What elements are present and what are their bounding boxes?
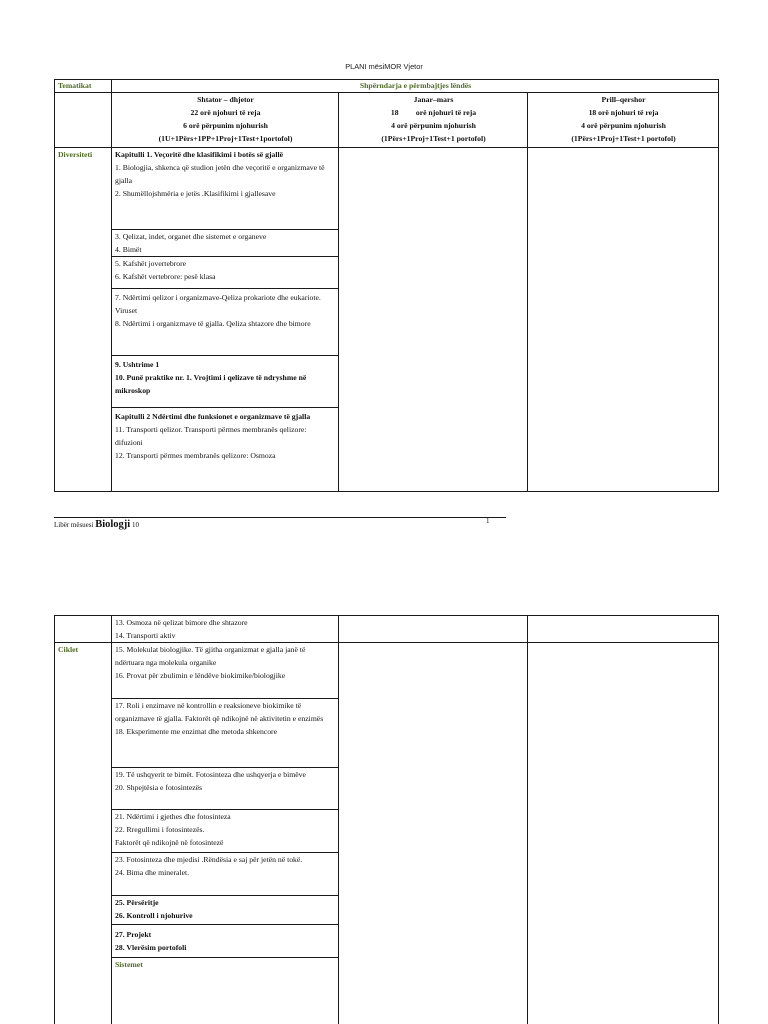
header-tematikat: Tematikat — [55, 80, 112, 93]
term-assessment: (1Përs+1Proj+1Test+1 portofol) — [571, 134, 676, 144]
term-2-ciklet-cell — [339, 643, 528, 1024]
lesson-item: 23. Fotosinteza dhe mjedisi .Rëndësia e saj për jetën në tokë. — [115, 855, 303, 865]
lesson-item: 7. Ndërtimi qelizor i organizmave-Qeliza prokariote dhe eukariote. Viruset — [115, 293, 321, 316]
theme-sistemet: Sistemet — [112, 958, 339, 1024]
lesson-item: 12. Transporti përmes membranës qelizore: Osmoza — [115, 451, 276, 461]
footer-grade: 10 — [131, 521, 139, 529]
topic-cell — [112, 616, 339, 643]
term-assessment: (1U+1Përs+1PP+1Proj+1Test+1portofol) — [158, 134, 293, 144]
lesson-item: 21. Ndërtimi i gjethes dhe fotosinteza — [115, 812, 231, 822]
term-1-header — [112, 93, 339, 148]
topic-cell — [112, 810, 339, 853]
term-3-header — [528, 93, 719, 148]
lesson-item: Faktorët që ndikojnë në fotosintezë — [115, 838, 224, 848]
term-name: Prill–qershor — [601, 95, 646, 104]
topic-cell — [112, 896, 339, 925]
term-3-cell — [528, 616, 719, 643]
lesson-item: 15. Molekulat biologjike. Të gjitha organizmat e gjalla janë të ndërtuara nga molekula organike — [115, 645, 306, 668]
footer-prefix: Libër mësuesi — [54, 521, 94, 529]
lesson-item: 28. Vlerësim portofoli — [115, 943, 187, 953]
lesson-item: 11. Transporti qelizor. Transporti përmes membranës qelizore: difuzioni — [115, 425, 307, 448]
lesson-item: 1. Biologjia, shkenca që studion jetën dhe veçoritë e organizmave të gjalla — [115, 163, 325, 186]
annual-plan-table-page-2 — [54, 615, 719, 1024]
topic-cell — [112, 408, 339, 492]
lesson-item: 5. Kafshët jovertebrore — [115, 259, 187, 269]
header-distribution: Shpërndarja e përmbajtjes lëndës — [112, 80, 719, 93]
lesson-item: 17. Roli i enzimave në kontrollin e reaksioneve biokimike të organizmave të gjalla. Faktorët që ndikojnë në aktivitetin e enzimës — [115, 701, 324, 724]
footer-rule — [54, 517, 506, 518]
lesson-item: 19. Të ushqyerit te bimët. Fotosinteza dhe ushqyerja e bimëve — [115, 770, 306, 780]
lesson-item: 2. Shumëllojshmëria e jetës .Klasifikimi i gjallesave — [115, 189, 276, 199]
page-number: 1 — [486, 517, 490, 525]
topic-cell — [112, 768, 339, 810]
term-name: Janar–mars — [413, 95, 454, 104]
lesson-item: 14. Transporti aktiv — [115, 631, 176, 641]
topic-cell — [112, 230, 339, 257]
term-name: Shtator – dhjetor — [197, 95, 254, 104]
term-hours-practice: 4 orë përpunim njohurish — [391, 121, 476, 131]
topic-cell — [112, 289, 339, 356]
lesson-item: 6. Kafshët vertebrore: pesë klasa — [115, 272, 216, 282]
term-3-diversiteti-cell — [528, 148, 719, 492]
lesson-item: 13. Osmoza në qelizat bimore dhe shtazore — [115, 618, 248, 627]
topic-cell — [112, 356, 339, 408]
topic-cell — [112, 257, 339, 289]
topic-cell — [112, 853, 339, 896]
lesson-item: 24. Bima dhe mineralet. — [115, 868, 190, 878]
lesson-item: 22. Rregullimi i fotosintezës. — [115, 825, 205, 835]
lesson-item: 26. Kontroll i njohurive — [115, 911, 193, 921]
topic-cell — [112, 699, 339, 768]
term-hours-new: 22 orë njohuri të reja — [190, 108, 261, 118]
term-hours-new: 18 orë njohuri të reja — [588, 108, 659, 118]
term-2-cell — [339, 616, 528, 643]
lesson-item: 9. Ushtrime 1 — [115, 360, 160, 370]
annual-plan-table-page-1 — [54, 79, 719, 492]
term-3-ciklet-cell — [528, 643, 719, 1024]
term-assessment: (1Përs+1Proj+1Test+1 portofol) — [381, 134, 486, 144]
term-2-header — [339, 93, 528, 148]
lesson-item: 16. Provat për zbulimin e lëndëve biokimike/biologjike — [115, 671, 286, 681]
chapter-heading: Kapitulli 1. Veçoritë dhe klasifikimi i botës së gjallë — [115, 150, 284, 159]
topic-cell — [112, 643, 339, 699]
topic-cell — [112, 925, 339, 958]
lesson-item: 10. Punë praktike nr. 1. Vrojtimi i qelizave të ndryshme në mikroskop — [115, 373, 307, 396]
lesson-item: 8. Ndërtimi i organizmave të gjalla. Qeliza shtazore dhe bimore — [115, 319, 311, 329]
header-empty-cell — [55, 93, 112, 148]
chapter-heading: Kapitulli 2 Ndërtimi dhe funksionet e organizmave të gjalla — [115, 412, 311, 422]
lesson-item: 20. Shpejtësia e fotosintezës — [115, 783, 203, 793]
footer — [54, 519, 139, 530]
lesson-item: 18. Eksperimente me enzimat dhe metoda shkencore — [115, 727, 278, 737]
lesson-item: 4. Bimët — [115, 245, 142, 255]
lesson-item: 3. Qelizat, indet, organet dhe sistemet e organeve — [115, 232, 267, 241]
term-hours-new: 18 orë njohuri të reja — [390, 108, 477, 118]
topic-cell — [112, 148, 339, 230]
term-2-diversiteti-cell — [339, 148, 528, 492]
theme-empty-cell — [55, 616, 112, 643]
footer-subject: Biologji — [95, 519, 131, 530]
term-hours-practice: 6 orë përpunim njohurish — [183, 121, 268, 131]
lesson-item: 25. Përsëritje — [115, 898, 159, 908]
lesson-item: 27. Projekt — [115, 930, 152, 940]
term-hours-practice: 4 orë përpunim njohurish — [581, 121, 666, 131]
page-title: PLANI mësiMOR Vjetor — [345, 62, 423, 71]
theme-ciklet: Ciklet — [55, 643, 112, 1024]
theme-diversiteti: Diversiteti — [55, 148, 112, 492]
